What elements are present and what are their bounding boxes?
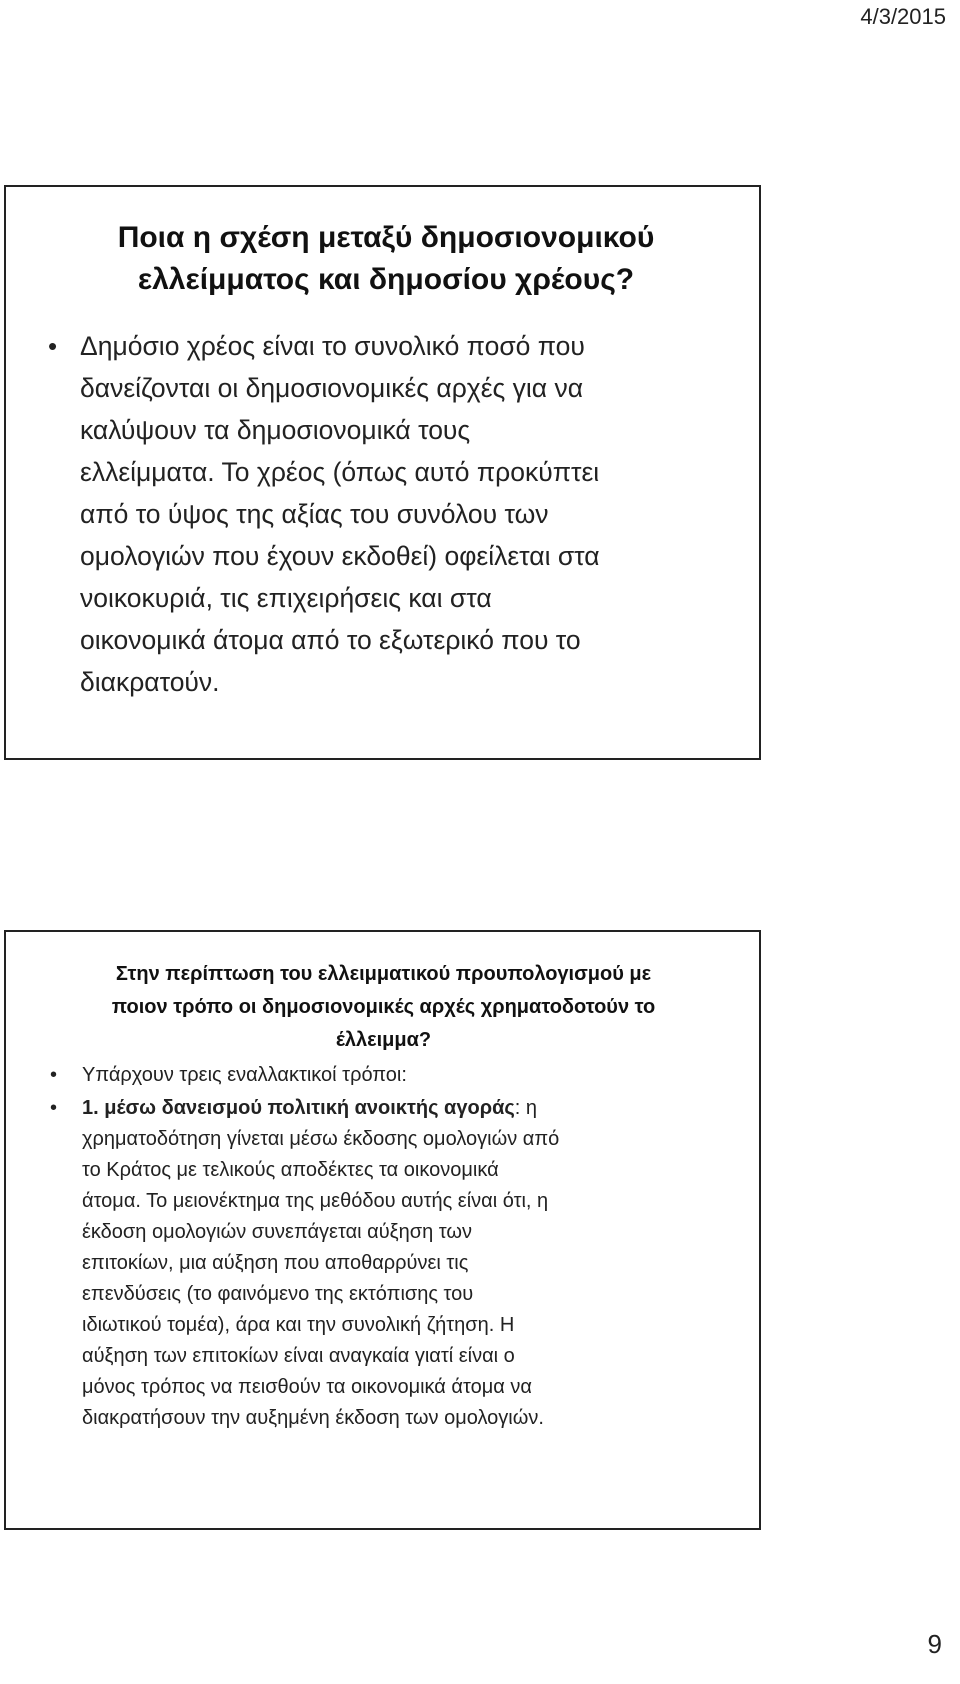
text-line: επενδύσεις (το φαινόμενο της εκτόπισης του (82, 1283, 474, 1305)
slide-2-bullet-list (46, 1060, 746, 1436)
text-line: επιτοκίων, μια αύξηση που αποθαρρύνει τις (82, 1252, 469, 1274)
text-run: : η (514, 1097, 538, 1119)
text-line: καλύψουν τα δημοσιονομικά τους (80, 415, 471, 445)
text-line: χρηματοδότηση γίνεται μέσω έκδοσης ομολογιών από (82, 1128, 560, 1150)
text-line: ιδιωτικού τομέα), άρα και την συνολική ζήτηση. Η (82, 1314, 515, 1336)
slide-1-bullet-list (44, 325, 744, 703)
text-line: διακρατήσουν την αυξημένη έκδοση των ομολογιών. (82, 1407, 544, 1429)
slide-1-title-line: Ποια η σχέση μεταξύ δημοσιονομικού (117, 221, 655, 254)
text-line: δανείζονται οι δημοσιονομικές αρχές για να (80, 373, 584, 403)
bullet-icon: • (50, 1097, 58, 1119)
text-line: μόνος τρόπος να πεισθούν τα οικονομικά άτομα να (82, 1376, 532, 1398)
text-line: άτομα. Το μειονέκτημα της μεθόδου αυτής είναι ότι, η (82, 1190, 549, 1212)
text-line: αύξηση των επιτοκίων είναι αναγκαία γιατί είναι ο (82, 1345, 515, 1367)
slide-2 (4, 930, 761, 1530)
bullet-icon: • (50, 1064, 58, 1086)
text-line: ομολογιών που έχουν εκδοθεί) οφείλεται στα (80, 541, 600, 571)
slide-1-title (86, 217, 686, 301)
text-line: ελλείμματα. Το χρέος (όπως αυτό προκύπτει (80, 457, 600, 487)
slide-2-title-line: Στην περίπτωση του ελλειμματικού προυπολογισμού με (115, 963, 652, 985)
bullet-icon: • (48, 331, 58, 361)
slide-1 (4, 185, 761, 760)
text-line: νοικοκυριά, τις επιχειρήσεις και στα (80, 583, 492, 613)
text-line: το Κράτος με τελικούς αποδέκτες τα οικονομικά (82, 1159, 499, 1181)
slide-1-title-line: ελλείμματος και δημοσίου χρέους? (137, 263, 635, 296)
text-line: από το ύψος της αξίας του συνόλου των (80, 499, 549, 529)
slide-2-title (76, 958, 691, 1057)
page-number: 9 (927, 1629, 942, 1659)
bold-term: 1. μέσω δανεισμού πολιτική ανοικτής αγοράς (82, 1097, 515, 1119)
header-date: 4/3/2015 (860, 4, 946, 29)
slide-2-title-line: ποιον τρόπο οι δημοσιονομικές αρχές χρηματοδοτούν το (111, 996, 656, 1018)
slide-1-bullet (44, 325, 744, 703)
slide-2-bullet (46, 1060, 746, 1091)
text-line: διακρατούν. (80, 667, 220, 697)
slide-2-bullet (46, 1093, 746, 1434)
text-line: Δημόσιο χρέος είναι το συνολικό ποσό που (80, 331, 585, 361)
text-line: οικονομικά άτομα από το εξωτερικό που το (80, 625, 581, 655)
slide-2-title-line: έλλειμμα? (335, 1029, 432, 1051)
text-line (82, 1093, 746, 1124)
text-line: Υπάρχουν τρεις εναλλακτικοί τρόποι: (82, 1064, 407, 1086)
text-line: έκδοση ομολογιών συνεπάγεται αύξηση των (82, 1221, 472, 1243)
